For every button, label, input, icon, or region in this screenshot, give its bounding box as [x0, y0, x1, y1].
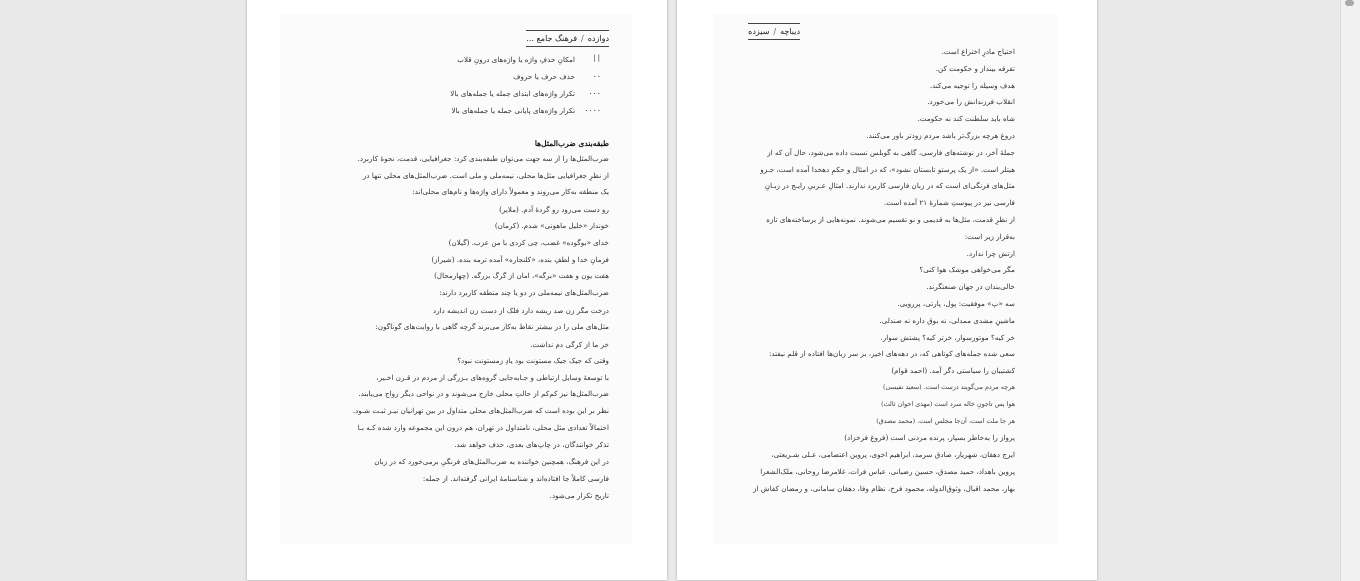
text-line: فارسی نیز در پیوستِ شمارهٔ ۲۱ آمده است.: [884, 198, 1015, 208]
symbol-marker: ||: [592, 54, 601, 62]
text-line: بهار، محمد اقبال، وثوق‌الدوله، محمود فرخ، نظام وفا، دهقان سامانی، و رمضان کفاش از: [753, 483, 1015, 493]
section-heading: طبقه‌بندی ضرب‌المثل‌ها: [534, 139, 609, 148]
header-page-number: دوازده: [587, 34, 609, 43]
text-line: در این فرهنگ، همچنین خواننده به ضرب‌المثل‌های فرنگیِ برمی‌خورد که در زبان: [374, 457, 609, 466]
text-line: مثل‌های فرنگی‌ای است که در زبان فارسی کاربرد ندارند. امثالِ عـربیِ رایـج در زبـانِ: [764, 181, 1015, 191]
text-line: مگر می‌خواهی موشک هوا کنی؟: [919, 265, 1015, 275]
text-line: یک منطقه به‌کار می‌روند و معمولاً دارای واژه‌ها و نام‌های محلی‌اند:: [412, 187, 609, 196]
text-line: از نظرِ قدمت، مثل‌ها به قدیمی و نو تقسیم می‌شوند. نمونه‌هایی از برساخته‌های تازه: [766, 215, 1015, 224]
text-line: خدای «بوگوده» غضب، چی کردی با من عزب. (گیلان): [448, 238, 609, 247]
text-line: خالی‌بندان در جهان صنعتگرند.: [926, 282, 1015, 292]
text-line: سه «پ» موفقیت: پول، پارتی، پررویی.: [897, 299, 1015, 308]
text-line: ضرب‌المثل‌ها را از سه جهت می‌توان طبقه‌بندی کرد: جغرافیایی، قدمت، نحوهٔ کاربرد.: [357, 154, 609, 163]
scrollbar-thumb[interactable]: [1345, 0, 1354, 6]
symbol-marker: ..: [592, 71, 601, 79]
text-line: احتیاج مادرِ اختراع است.: [941, 47, 1015, 56]
text-line: تاریخ تکرار می‌شود.: [549, 491, 609, 500]
header-page-number: سیزده: [748, 27, 770, 36]
text-line: جملهٔ آخر، در نوشته‌های فارسی، گاهی به گوبلس نسبت داده می‌شود، حال آن که از: [767, 147, 1015, 157]
pdf-page-left: [247, 0, 667, 580]
text-line: هر جا ملت است، آن‌جا مجلس است. (محمد مصدق): [876, 416, 1015, 425]
text-line: دروغ هرچه بزرگ‌تر باشد مردم زودتر باور می‌کنند.: [866, 131, 1015, 140]
text-line: وقتی که جیک جیک مستونت بود یادِ زمستونت نبود؟: [457, 356, 609, 365]
text-line: درخت مگر زن صد ریشه دارد فلک از دست زن اندیشه دارد: [433, 306, 609, 315]
text-line: شاه باید سلطنت کند نه حکومت.: [917, 114, 1015, 124]
text-line: کشتیبان را سیاستی دگر آمد. (احمد قوام): [891, 366, 1015, 376]
text-line: هفت یون و هفت «برگه»، امان از گرگ بزرگه. (چهارمحال): [434, 271, 609, 280]
text-line: هدف وسیله را توجیه می‌کند.: [929, 80, 1015, 90]
text-line: تفرقه بینداز و حکومت کن.: [935, 63, 1015, 73]
text-line: ضرب‌المثل‌های نیمه‌ملی در دو یا چند منطقه کاربرد دارند:: [439, 288, 609, 297]
text-line: هیتلر است. «از یک پرستو تابستان نشود»، که در امثال و حکمِ دهخدا آمده است، جـزو: [760, 164, 1015, 174]
text-line: مثل‌های ملی را در بیشتر نقاط به‌کار می‌برند گرچه گاهی با روایت‌های گوناگون:: [375, 322, 609, 331]
text-line: خر کیه؟ موتورسوار، خرتر کیه؟ پشتش سوار.: [880, 332, 1015, 342]
text-line: رو دست می‌رود رو گردهٔ آدم. (ملایر): [499, 205, 609, 214]
text-line: از نظرِ جغرافیایی مثل‌ها محلی، نیمه‌ملی و ملی است. ضرب‌المثل‌های محلی تنها در: [362, 171, 609, 180]
text-line: تذکر خوانندگان، در چاپ‌های بعدی، حذف خواهد شد.: [454, 440, 609, 449]
text-line: فرمانِ خدا و لطفِ بنده، «کلنجاره» آمده ترمه بنده. (شیراز): [431, 255, 609, 264]
text-line: هوا پس تاجونِ خاله سرد است (مهدی اخوان ثالث): [881, 399, 1015, 408]
text-line: احتمالاً تعدادی مثل محلی، نامتداول در تهران، هم درون این مجموعه وارد شده کـه بـا: [357, 423, 609, 432]
header-title: فرهنگ جامع ...: [526, 34, 578, 43]
header-separator: /: [773, 27, 777, 36]
text-line: نظر بر این بوده است که ضرب‌المثل‌های محلی متداول در بین تهرانیان نیـز ثبـت شـود.: [352, 406, 609, 415]
text-line: سعی شده جمله‌های کوتاهی که، در دهه‌های اخیر، بر سر زبان‌ها افتاده از قلم نیفتد:: [768, 349, 1015, 359]
text-line: تکرار واژه‌های پایانی جمله یا جمله‌های بالا: [451, 106, 575, 115]
text-line: خر ما از کرگی دم نداشت.: [530, 340, 609, 349]
text-line: فارسی کاملاً جا افتاده‌اند و شناسنامهٔ ایرانی گرفته‌اند. از جمله:: [422, 474, 609, 483]
text-line: ارتش چرا ندارد.: [966, 248, 1015, 258]
text-line: پروین باهداد، حمید مصدق، حسین رضیانی، عباس فرات، غلامرضا روحانی، ملک‌الشعرا: [760, 467, 1015, 476]
text-line: هرچه مردم می‌گویند درست است. (سعید نفیسی): [882, 383, 1015, 391]
text-line: با توسعهٔ وسایل ارتباطی و جـابه‌جایی گروه‌های بـزرگی از مردم در قـرن اخـیر،: [376, 373, 609, 382]
text-line: امکانِ حذفِ واژه یا واژه‌های درونِ قلاب: [457, 55, 575, 64]
text-line: تکرار واژه‌های ابتدای جمله یا جمله‌های بالا: [450, 89, 575, 98]
pdf-page-right: [677, 0, 1097, 580]
text-line: خوندار «خلیل ماهونی» شدم. (کرمان): [494, 221, 609, 230]
vertical-scrollbar[interactable]: [1340, 0, 1360, 581]
text-line: پرواز را به‌خاطر بسپار، پرنده مردنی است (فروغ فرخزاد): [844, 433, 1015, 443]
header-separator: /: [581, 34, 584, 43]
header-page-title: دیباچه: [780, 27, 800, 36]
symbol-marker: ...: [588, 88, 601, 96]
text-line: حذف حرف یا حروف: [513, 72, 575, 81]
text-line: ماشینِ مشدی ممدلی، نه بوق داره نه صندلی.: [879, 315, 1015, 325]
text-line: ایرج دهقان، شهریار، صادق سرمد، ابراهیم اخوی، پروین اعتصامی، عـلی شـریعتی،: [771, 450, 1015, 460]
text-line: انقلاب فرزندانش را می‌خورد.: [927, 97, 1015, 107]
symbol-marker: ....: [584, 105, 601, 113]
text-line: ضرب‌المثل‌ها نیز کم‌کم از حالتِ محلی خارج می‌شوند و در نواحی دیگر رواج می‌یابند.: [358, 389, 609, 398]
page-header: [748, 23, 800, 40]
text-line: به‌قرار زیر است:: [964, 231, 1015, 241]
scanned-page-image: [713, 14, 1057, 544]
page-header: [526, 30, 609, 47]
